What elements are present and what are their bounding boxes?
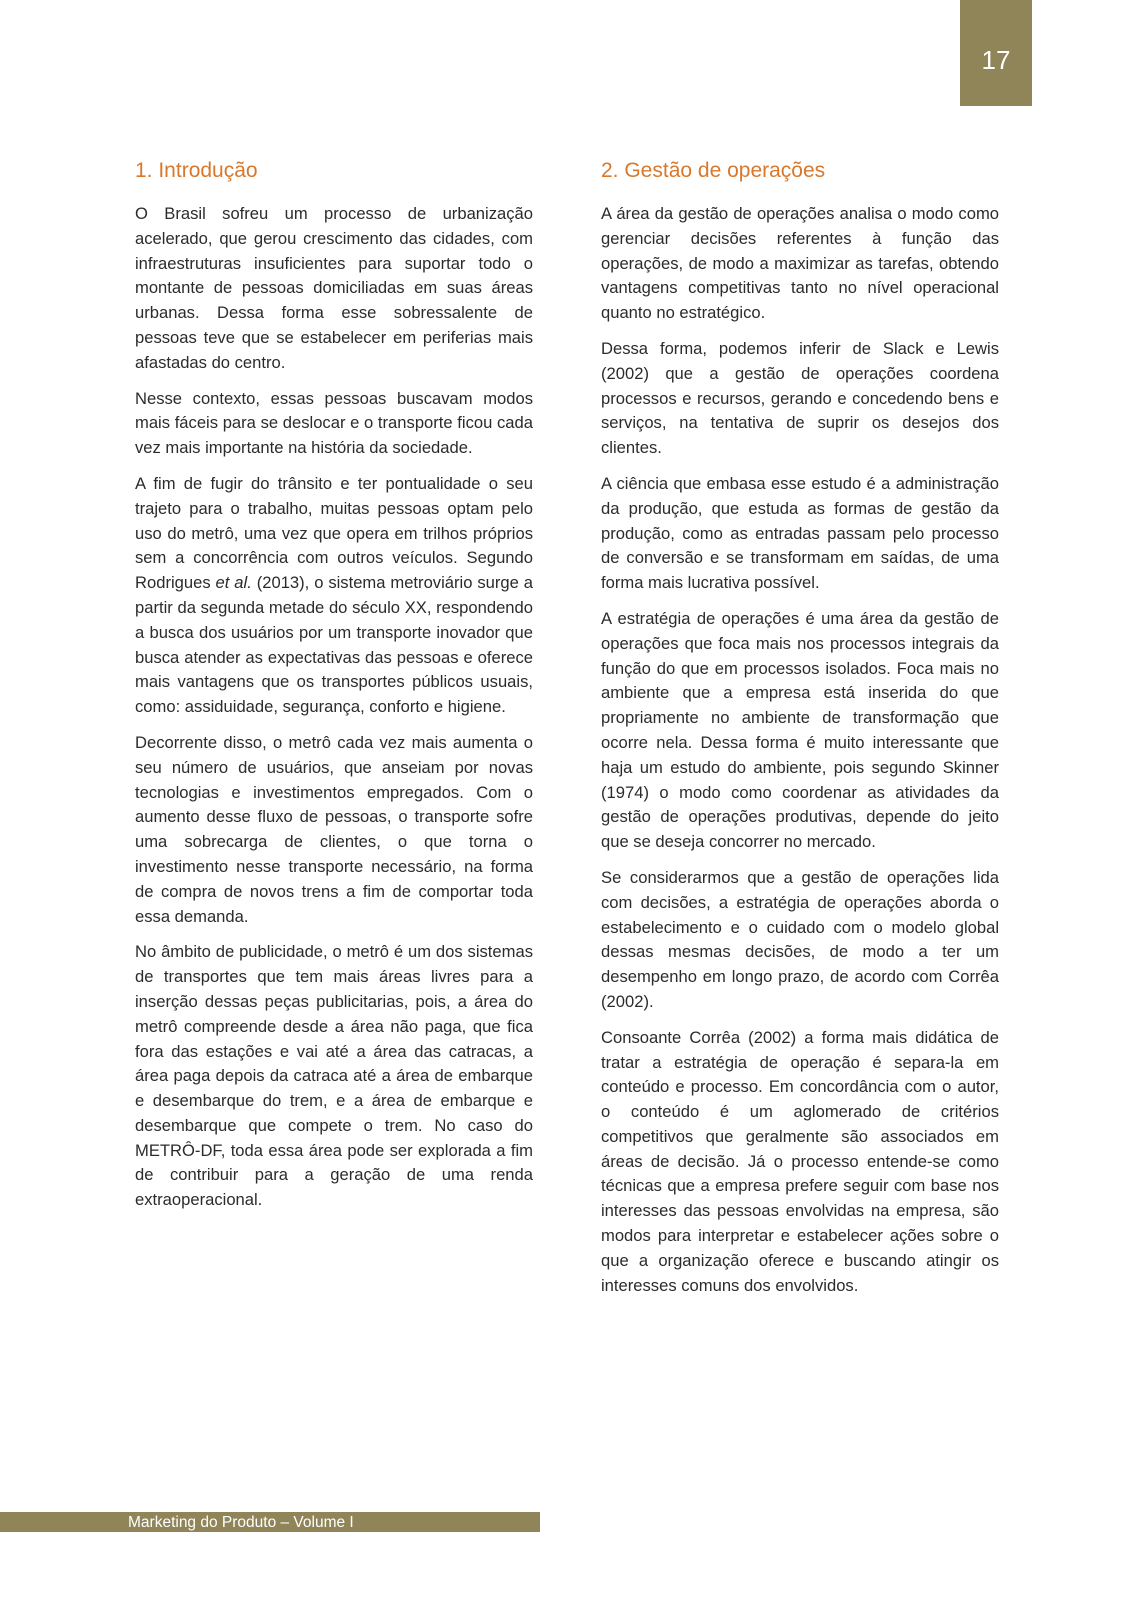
footer-title: Marketing do Produto – Volume I [128,1514,354,1531]
citation-et-al: et al. [215,573,252,593]
paragraph-with-citation [135,472,533,720]
paragraph-text: (2013), o sistema metroviário surge a partir da segunda metade do século XX, respondendo a busca dos usuários por um transporte inovador que busca atender as expectativas das pessoas e oferece mais vantagens que os transportes públicos usuais, como: assiduidade, segurança, conforto e higiene. [135,573,533,717]
column-left [135,155,533,1224]
paragraph: Nesse contexto, essas pessoas buscavam modos mais fáceis para se deslocar e o transporte ficou cada vez mais importante na história da sociedade. [135,388,533,458]
page-number-box [960,0,1032,106]
section-heading-gestao-de-operacoes: 2. Gestão de operações [601,159,826,182]
section-heading-introducao: 1. Introdução [135,159,258,182]
paragraph: A área da gestão de operações analisa o modo como gerenciar decisões referentes à função das operações, de modo a maximizar as tarefas, obtendo vantagens competitivas tanto no nível operacional quanto no estratégico. [601,204,999,323]
paragraph: Consoante Corrêa (2002) a forma mais didática de tratar a estratégia de operação é separa-la em conteúdo e processo. Em concordância com o autor, o conteúdo é um aglomerado de critérios competitivos que geralmente são associados em áreas de decisão. Já o processo entende-se como técnicas que a empresa prefere seguir com base nos interesses das pessoas envolvidas na empresa, são modos para interpretar e estabelecer ações sobre o que a organização oferece e buscando atingir os interesses comuns dos envolvidos. [601,1027,999,1295]
paragraph-text: A fim de fugir do trânsito e ter pontualidade o seu trajeto para o trabalho, muitas pessoas optam pelo uso do metrô, uma vez que opera em trilhos próprios sem a concorrência com outros veículos. Segundo Rodrigues [135,473,533,593]
paragraph: Dessa forma, podemos inferir de Slack e Lewis (2002) que a gestão de operações coordena processos e recursos, gerando e concedendo bens e serviços, na tentativa de suprir os desejos dos clientes. [601,338,999,458]
footer-bar [0,1512,540,1532]
page-number: 17 [981,45,1011,75]
paragraph: No âmbito de publicidade, o metrô é um dos sistemas de transportes que tem mais áreas livres para a inserção dessas peças publicitarias, pois, a área do metrô compreende desde a área não paga, que fica fora das estações e vai até a área das catracas, a área paga depois da catraca até a área de embarque e desembarque do trem, e a área de embarque e desembarque que compete o trem. No caso do METRÔ-DF, toda essa área pode ser explorada a fim de contribuir para a geração de uma renda extraoperacional. [135,942,533,1210]
paragraph: O Brasil sofreu um processo de urbanização acelerado, que gerou crescimento das cidades, com infraestruturas insuficientes para suportar todo o montante de pessoas domiciliadas em suas áreas urbanas. Dessa forma esse sobressalente de pessoas teve que se estabelecer em periferias mais afastadas do centro. [135,204,533,372]
paragraph: A estratégia de operações é uma área da gestão de operações que foca mais nos processos integrais da função do que em processos isolados. Foca mais no ambiente que a empresa está inserida do que propriamente no ambiente de transformação que ocorre nela. Dessa forma é muito interessante que haja um estudo do ambiente, pois segundo Skinner (1974) o modo como coordenar as atividades da gestão de operações produtivas, depende do jeito que se deseja concorrer no mercado. [601,608,999,852]
paragraph: Decorrente disso, o metrô cada vez mais aumenta o seu número de usuários, que anseiam por novas tecnologias e investimentos empregados. Com o aumento desse fluxo de pessoas, o transporte sofre uma sobrecarga de clientes, o que torna o investimento nesse transporte necessário, na forma de compra de novos trens a fim de comportar toda essa demanda. [135,732,533,926]
paragraph: Se considerarmos que a gestão de operações lida com decisões, a estratégia de operações aborda o estabelecimento e o cuidado com o modelo global dessas mesmas decisões, de modo a ter um desempenho em longo prazo, de acordo com Corrêa (2002). [601,867,999,1011]
paragraph: A ciência que embasa esse estudo é a administração da produção, que estuda as formas de gestão da produção, como as entradas passam pelo processo de conversão e se transformam em saídas, de uma forma mais lucrativa possível. [601,473,999,593]
column-right [601,155,999,1309]
